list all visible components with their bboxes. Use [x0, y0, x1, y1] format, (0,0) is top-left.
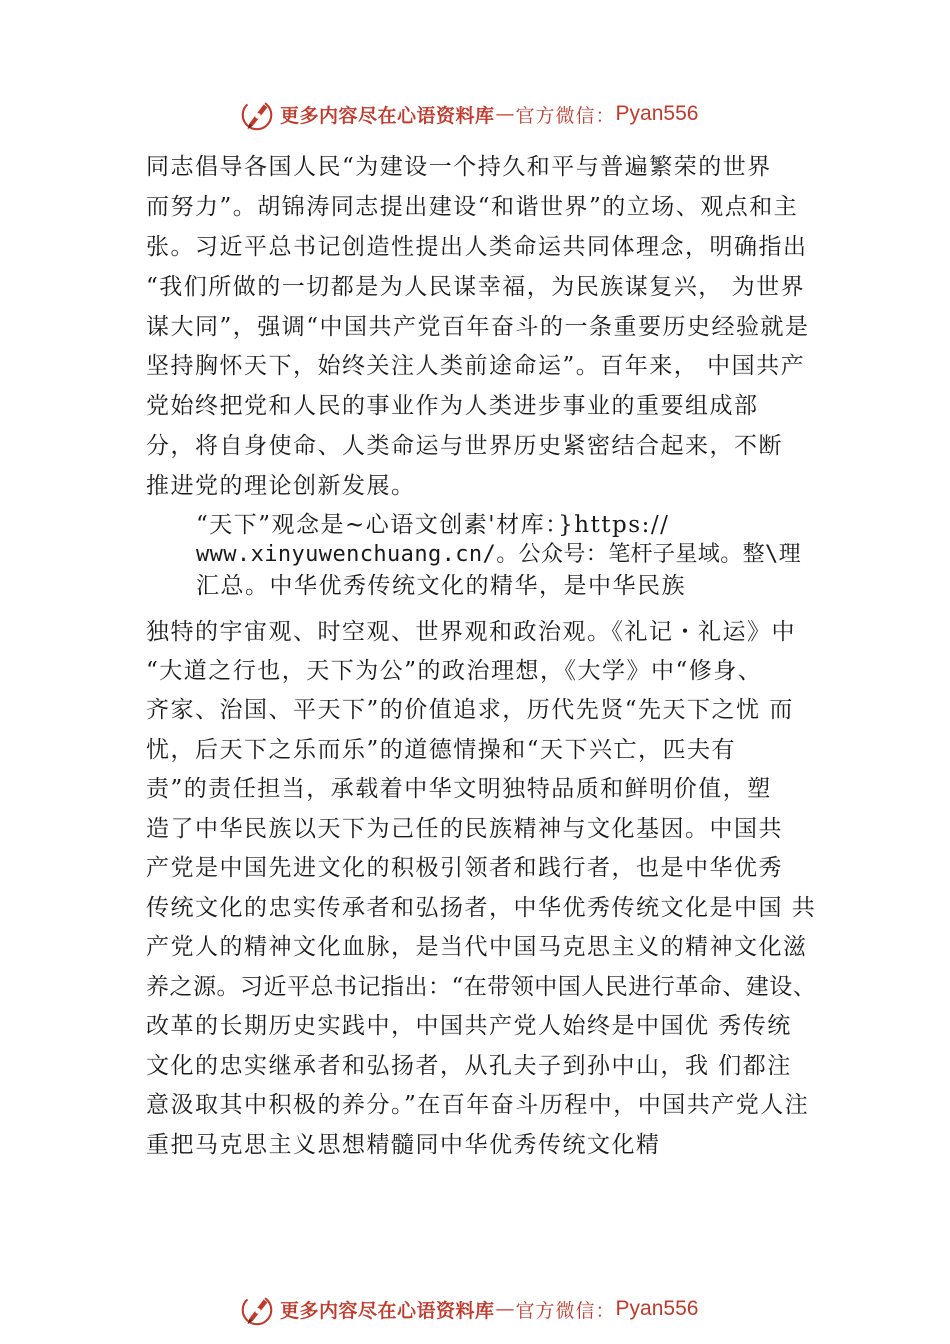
text-line: 产党是中国先进文化的积极引领者和践行者，也是中华优秀	[146, 855, 783, 881]
banner-wechat-label: 官方微信：	[515, 104, 616, 127]
text-line: 党始终把党和人民的事业作为人类进步事业的重要组成部	[146, 393, 759, 419]
text-line: 而努力”。胡锦涛同志提出建设“和谐世界”的立场、观点和主	[146, 194, 799, 220]
text-line: 齐家、治国、平天下”的价值追求，历代先贤“先天下之忧 而	[146, 697, 794, 723]
text-line: 忧，后天下之乐而乐”的道德情操和“天下兴亡，匹夫有	[146, 737, 737, 763]
text-line: 同志倡导各国人民“为建设一个持久和平与普遍繁荣的世界	[146, 154, 772, 180]
text-line: 养之源。习近平总书记指出：“在带领中国人民进行革命、建设、	[146, 974, 817, 1000]
banner-dash: —	[495, 103, 515, 125]
text-line: 意汲取其中积极的养分。”在百年奋斗历程中，中国共产党人注	[146, 1092, 810, 1118]
banner-wechat-id: Pyan556	[615, 1297, 699, 1320]
text-line: “大道之行也，天下为公”的政治理想，《大学》中“修身、	[146, 658, 763, 684]
text-line: 独特的宇宙观、时空观、世界观和政治观。《礼记・礼运》中	[146, 619, 796, 645]
banner-title: 更多内容尽在心语资料库	[280, 1299, 495, 1322]
text-line: 坚持胸怀天下，始终关注人类前途命运”。百年来， 中国共产	[146, 353, 806, 379]
brush-logo-icon	[238, 1290, 276, 1328]
text-line-indented: 汇总。中华优秀传统文化的精华，是中华民族	[196, 573, 686, 599]
text-line: 责”的责任担当，承载着中华文明独特品质和鲜明价值，塑	[146, 776, 772, 802]
text-line: 造了中华民族以天下为己任的民族精神与文化基因。中国共	[146, 816, 783, 842]
header-watermark-banner	[238, 94, 698, 134]
text-line: 改革的长期历史实践中，中国共产党人始终是中国优 秀传统	[146, 1013, 792, 1039]
text-line: 传统文化的忠实传承者和弘扬者，中华优秀传统文化是中国 共	[146, 895, 817, 921]
text-line: 文化的忠实继承者和弘扬者，从孔夫子到孙中山，我 们都注	[146, 1053, 792, 1079]
brush-logo-icon	[238, 95, 276, 133]
banner-wechat-id: Pyan556	[615, 102, 699, 125]
text-line: “我们所做的一切都是为人民谋幸福，为民族谋复兴， 为世界	[146, 274, 806, 300]
banner-dash: —	[495, 1298, 515, 1320]
text-line: 推进党的理论创新发展。	[146, 473, 416, 499]
text-line: 分，将自身使命、人类命运与世界历史紧密结合起来，不断	[146, 433, 783, 459]
text-line: 重把马克思主义思想精髓同中华优秀传统文化精	[146, 1132, 661, 1158]
text-line-indented: “天下”观念是~心语文创素'材库：}https://	[196, 512, 670, 538]
text-line: 产党人的精神文化血脉，是当代中国马克思主义的精神文化滋	[146, 934, 808, 960]
footer-watermark-banner	[238, 1289, 698, 1329]
banner-wechat-label: 官方微信：	[515, 1299, 616, 1322]
text-line: 张。习近平总书记创造性提出人类命运共同体理念，明确指出	[146, 234, 808, 260]
text-line: 谋大同”，强调“中国共产党百年奋斗的一条重要历史经验就是	[146, 314, 810, 340]
text-line-url: www.xinyuwenchuang.cn/。公众号：笔杆子星域。整\理	[196, 542, 802, 567]
banner-title: 更多内容尽在心语资料库	[280, 104, 495, 127]
